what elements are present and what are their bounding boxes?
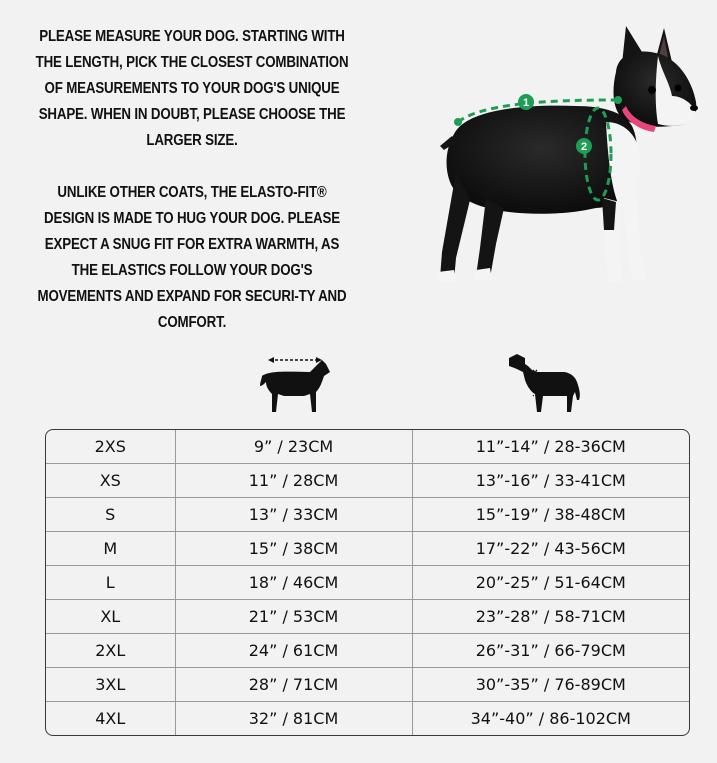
size-cell: S (46, 498, 175, 532)
table-row (46, 702, 689, 736)
chest-cell: 11”-14” / 28-36CM (412, 430, 689, 464)
length-cell: 18” / 46CM (175, 566, 412, 600)
marker-2: 2 (580, 141, 588, 153)
length-cell: 11” / 28CM (175, 464, 412, 498)
table-row (46, 532, 689, 566)
length-cell: 28” / 71CM (175, 668, 412, 702)
table-row (46, 498, 689, 532)
dog-body (447, 106, 638, 214)
size-cell: 2XL (46, 634, 175, 668)
size-chart-table (45, 429, 690, 736)
table-row (46, 464, 689, 498)
table-row (46, 600, 689, 634)
intro-paragraph-2: UNLIKE OTHER COATS, THE ELASTO-FIT® DESIGN IS MADE TO HUG YOUR DOG. PLEASE EXPECT A SNUG FIT FOR EXTRA WARMTH, AS THE ELASTICS FOLLOW YOUR DOG'S MOVEMENTS AND EXPAND FOR SECURI-TY AND COMFORT. (37, 184, 347, 331)
chest-cell: 13”-16” / 33-41CM (412, 464, 689, 498)
intro-paragraph-1: PLEASE MEASURE YOUR DOG. STARTING WITH THE LENGTH, PICK THE CLOSEST COMBINATION OF MEASUREMENTS TO YOUR DOG'S UNIQUE SHAPE. WHEN IN DOUBT, PLEASE CHOOSE THE LARGER SIZE. (35, 28, 349, 149)
table-row (46, 430, 689, 464)
chest-cell: 26”-31” / 66-79CM (412, 634, 689, 668)
dog-length-icon (258, 352, 334, 416)
size-cell: XS (46, 464, 175, 498)
dog-measurement-diagram (426, 22, 708, 292)
chest-cell: 30”-35” / 76-89CM (412, 668, 689, 702)
marker-1: 1 (522, 97, 530, 109)
intro-text (32, 24, 352, 362)
length-cell: 9” / 23CM (175, 430, 412, 464)
dog-chest-icon (503, 350, 583, 416)
length-cell: 13” / 33CM (175, 498, 412, 532)
table-row (46, 668, 689, 702)
length-cell: 24” / 61CM (175, 634, 412, 668)
length-cell: 15” / 38CM (175, 532, 412, 566)
size-cell: 3XL (46, 668, 175, 702)
chest-cell: 34”-40” / 86-102CM (470, 709, 631, 728)
size-cell: M (46, 532, 175, 566)
size-cell: 4XL (46, 702, 175, 736)
size-cell: XL (46, 600, 175, 634)
table-row (46, 634, 689, 668)
table-row (46, 566, 689, 600)
length-cell: 32” / 81CM (175, 702, 412, 736)
size-cell: L (46, 566, 175, 600)
length-cell: 21” / 53CM (175, 600, 412, 634)
chest-cell: 23”-28” / 58-71CM (412, 600, 689, 634)
chest-cell: 17”-22” / 43-56CM (412, 532, 689, 566)
size-cell: 2XS (46, 430, 175, 464)
chest-cell: 20”-25” / 51-64CM (412, 566, 689, 600)
chest-cell: 15”-19” / 38-48CM (412, 498, 689, 532)
